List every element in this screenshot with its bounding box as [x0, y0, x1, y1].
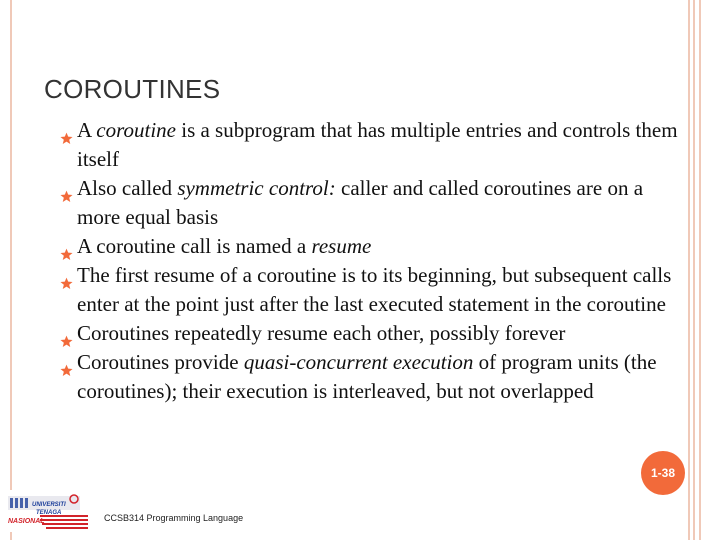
logo-line-1: UNIVERSITI: [32, 502, 66, 508]
star-bullet-icon: [60, 269, 73, 282]
page-number-badge: 1-38: [641, 451, 685, 495]
star-bullet-icon: [60, 327, 73, 340]
logo-line-3: NASIONAL: [8, 518, 45, 525]
bullet-item: [60, 319, 688, 348]
star-bullet-icon: [60, 240, 73, 253]
university-logo: [2, 490, 90, 532]
star-bullet-icon: [60, 356, 73, 369]
bullet-emphasis-text: quasi-concurrent execution: [243, 350, 474, 374]
slide-border-left: [10, 0, 12, 540]
bullet-text: is a subprogram that has multiple entries and controls them itself: [77, 118, 678, 171]
bullet-text: Also called: [77, 176, 178, 200]
bullet-emphasis-text: resume: [311, 234, 372, 258]
star-bullet-icon: [60, 124, 73, 137]
slide-border-right-3: [699, 0, 701, 540]
bullet-item: [60, 116, 688, 174]
bullet-item: [60, 261, 688, 319]
logo-line-2: TENAGA: [36, 510, 62, 516]
bullet-item: [60, 174, 688, 232]
bullet-item: [60, 348, 688, 406]
bullet-text: Coroutines provide: [77, 350, 244, 374]
slide-title: COROUTINES: [44, 74, 221, 104]
star-bullet-icon: [60, 182, 73, 195]
bullet-text: of program units (the coroutines); their execution is interleaved, but not overlapped: [77, 350, 657, 403]
footer-course-name: CCSB314 Programming Language: [104, 513, 244, 523]
bullet-text: Coroutines repeatedly resume each other, possibly forever: [77, 321, 566, 345]
bullet-emphasis-text: coroutine: [96, 118, 176, 142]
slide-border-right-2: [693, 0, 695, 540]
bullet-emphasis-text: symmetric control:: [177, 176, 336, 200]
bullet-item: [60, 232, 688, 261]
bullet-text: A: [77, 118, 97, 142]
bullet-text: A coroutine call is named a: [77, 234, 312, 258]
slide-border-right-1: [688, 0, 690, 540]
bullet-text: The first resume of a coroutine is to its beginning, but subsequent calls enter at the point just after the last executed statement in the coroutine: [77, 263, 672, 316]
bullet-list: [60, 116, 688, 406]
bullet-text: caller and called coroutines are on a more equal basis: [77, 176, 644, 229]
